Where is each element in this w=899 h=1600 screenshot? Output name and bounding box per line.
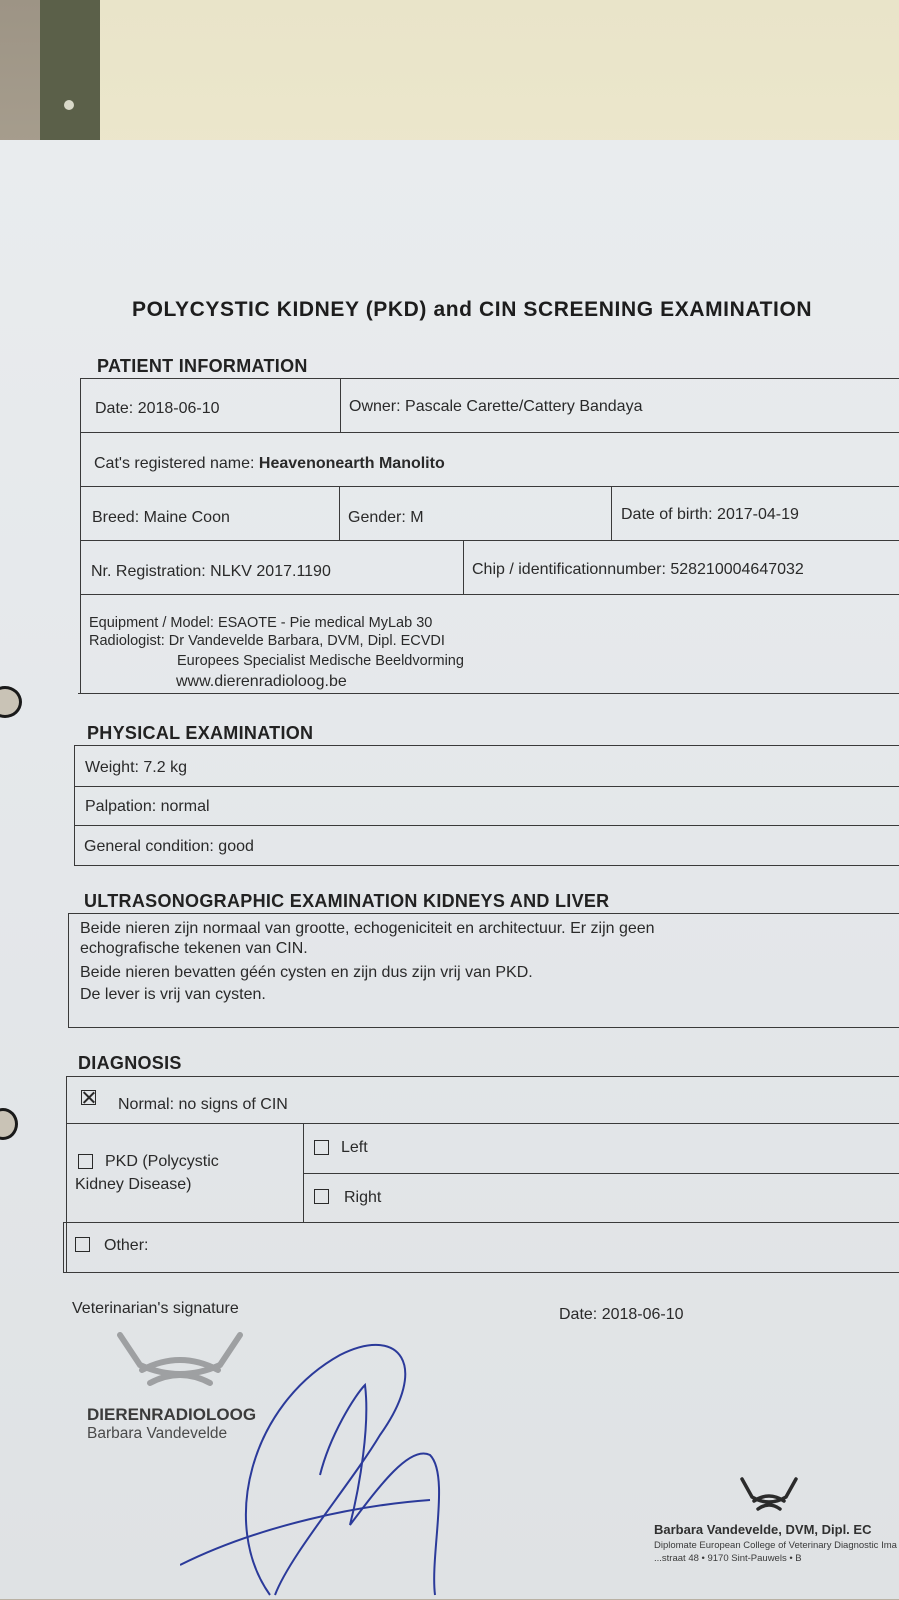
divider xyxy=(63,1272,899,1273)
divider xyxy=(80,594,899,595)
divider xyxy=(78,693,899,694)
divider xyxy=(340,378,341,432)
divider xyxy=(66,1076,67,1272)
divider xyxy=(80,486,899,487)
specialist-title: Europees Specialist Medische Beeldvorming xyxy=(177,653,464,669)
left-checkbox[interactable] xyxy=(314,1140,329,1155)
normal-checkbox[interactable] xyxy=(81,1090,96,1105)
divider xyxy=(74,786,899,787)
physical-exam-heading: PHYSICAL EXAMINATION xyxy=(87,723,314,743)
equipment: Equipment / Model: ESAOTE - Pie medical MyLab 30 xyxy=(89,615,433,631)
divider xyxy=(66,1076,899,1077)
date-of-birth: Date of birth: 2017-04-19 xyxy=(621,506,799,523)
divider xyxy=(63,1222,899,1223)
chip-number: Chip / identificationnumber: 528210004647032 xyxy=(472,561,804,578)
breed: Breed: Maine Coon xyxy=(92,509,230,526)
folder-binder xyxy=(40,0,100,150)
divider xyxy=(66,1123,899,1124)
palpation: Palpation: normal xyxy=(85,798,210,815)
pkd-label-line-2: Kidney Disease) xyxy=(75,1176,192,1193)
divider xyxy=(611,486,612,540)
cat-name-label: Cat's registered name: xyxy=(94,455,255,472)
right-label: Right xyxy=(344,1189,382,1206)
website: www.dierenradioloog.be xyxy=(176,673,347,690)
divider xyxy=(68,913,899,914)
diagnosis-heading: DIAGNOSIS xyxy=(78,1053,182,1073)
divider xyxy=(80,378,81,693)
ultrasound-line-3: Beide nieren bevatten géén cysten en zijn dus zijn vrij van PKD. xyxy=(80,964,533,981)
divider xyxy=(74,865,899,866)
divider xyxy=(74,825,899,826)
exam-date: Date: 2018-06-10 xyxy=(95,400,220,417)
ultrasound-heading: ULTRASONOGRAPHIC EXAMINATION KIDNEYS AND LIVER xyxy=(84,891,610,911)
normal-label: Normal: no signs of CIN xyxy=(118,1096,288,1113)
radiologist: Radiologist: Dr Vandevelde Barbara, DVM, Dipl. ECVDI xyxy=(89,633,445,649)
other-checkbox[interactable] xyxy=(75,1237,90,1252)
footer-line-2: Diplomate European College of Veterinary Diagnostic Ima xyxy=(654,1540,897,1551)
divider xyxy=(74,745,899,746)
divider xyxy=(80,378,899,379)
footer-cat-logo xyxy=(738,1475,800,1515)
pkd-checkbox[interactable] xyxy=(78,1154,93,1169)
signature-label: Veterinarian's signature xyxy=(72,1300,239,1317)
divider xyxy=(68,913,69,1027)
weight: Weight: 7.2 kg xyxy=(85,759,187,776)
signature-date: Date: 2018-06-10 xyxy=(559,1306,684,1323)
divider xyxy=(63,1222,64,1272)
footer-name: Barbara Vandevelde, DVM, Dipl. EC xyxy=(654,1522,872,1537)
document-title: POLYCYSTIC KIDNEY (PKD) and CIN SCREENING EXAMINATION xyxy=(132,298,813,321)
patient-info-heading: PATIENT INFORMATION xyxy=(97,356,308,376)
footer-line-3: ...straat 48 • 9170 Sint-Pauwels • B xyxy=(654,1553,802,1564)
ultrasound-line-1: Beide nieren zijn normaal van grootte, echogeniciteit en architectuur. Er zijn geen xyxy=(80,920,655,937)
exam-form-page xyxy=(0,140,899,1599)
right-checkbox[interactable] xyxy=(314,1189,329,1204)
general-condition: General condition: good xyxy=(84,838,254,855)
cat-name-field xyxy=(94,455,445,473)
pkd-label-line-1: PKD (Polycystic xyxy=(105,1153,219,1170)
ultrasound-line-2: echografische tekenen van CIN. xyxy=(80,940,308,957)
stamp-name: Barbara Vandevelde xyxy=(87,1425,228,1442)
registration-number: Nr. Registration: NLKV 2017.1190 xyxy=(91,563,331,580)
divider xyxy=(68,1027,899,1028)
divider xyxy=(303,1173,899,1174)
cat-name-value: Heavenonearth Manolito xyxy=(258,455,445,472)
divider xyxy=(339,486,340,540)
other-label: Other: xyxy=(104,1237,149,1254)
ultrasound-line-4: De lever is vrij van cysten. xyxy=(80,986,266,1003)
divider xyxy=(74,745,75,865)
owner-name: Owner: Pascale Carette/Cattery Bandaya xyxy=(349,398,643,415)
gender: Gender: M xyxy=(348,509,424,526)
divider xyxy=(80,540,899,541)
left-label: Left xyxy=(341,1139,368,1156)
handwritten-signature xyxy=(180,1325,600,1600)
stamp-title: DIERENRADIOLOOG xyxy=(87,1405,257,1424)
divider xyxy=(463,540,464,594)
binder-hole xyxy=(64,100,74,110)
divider xyxy=(80,432,899,433)
